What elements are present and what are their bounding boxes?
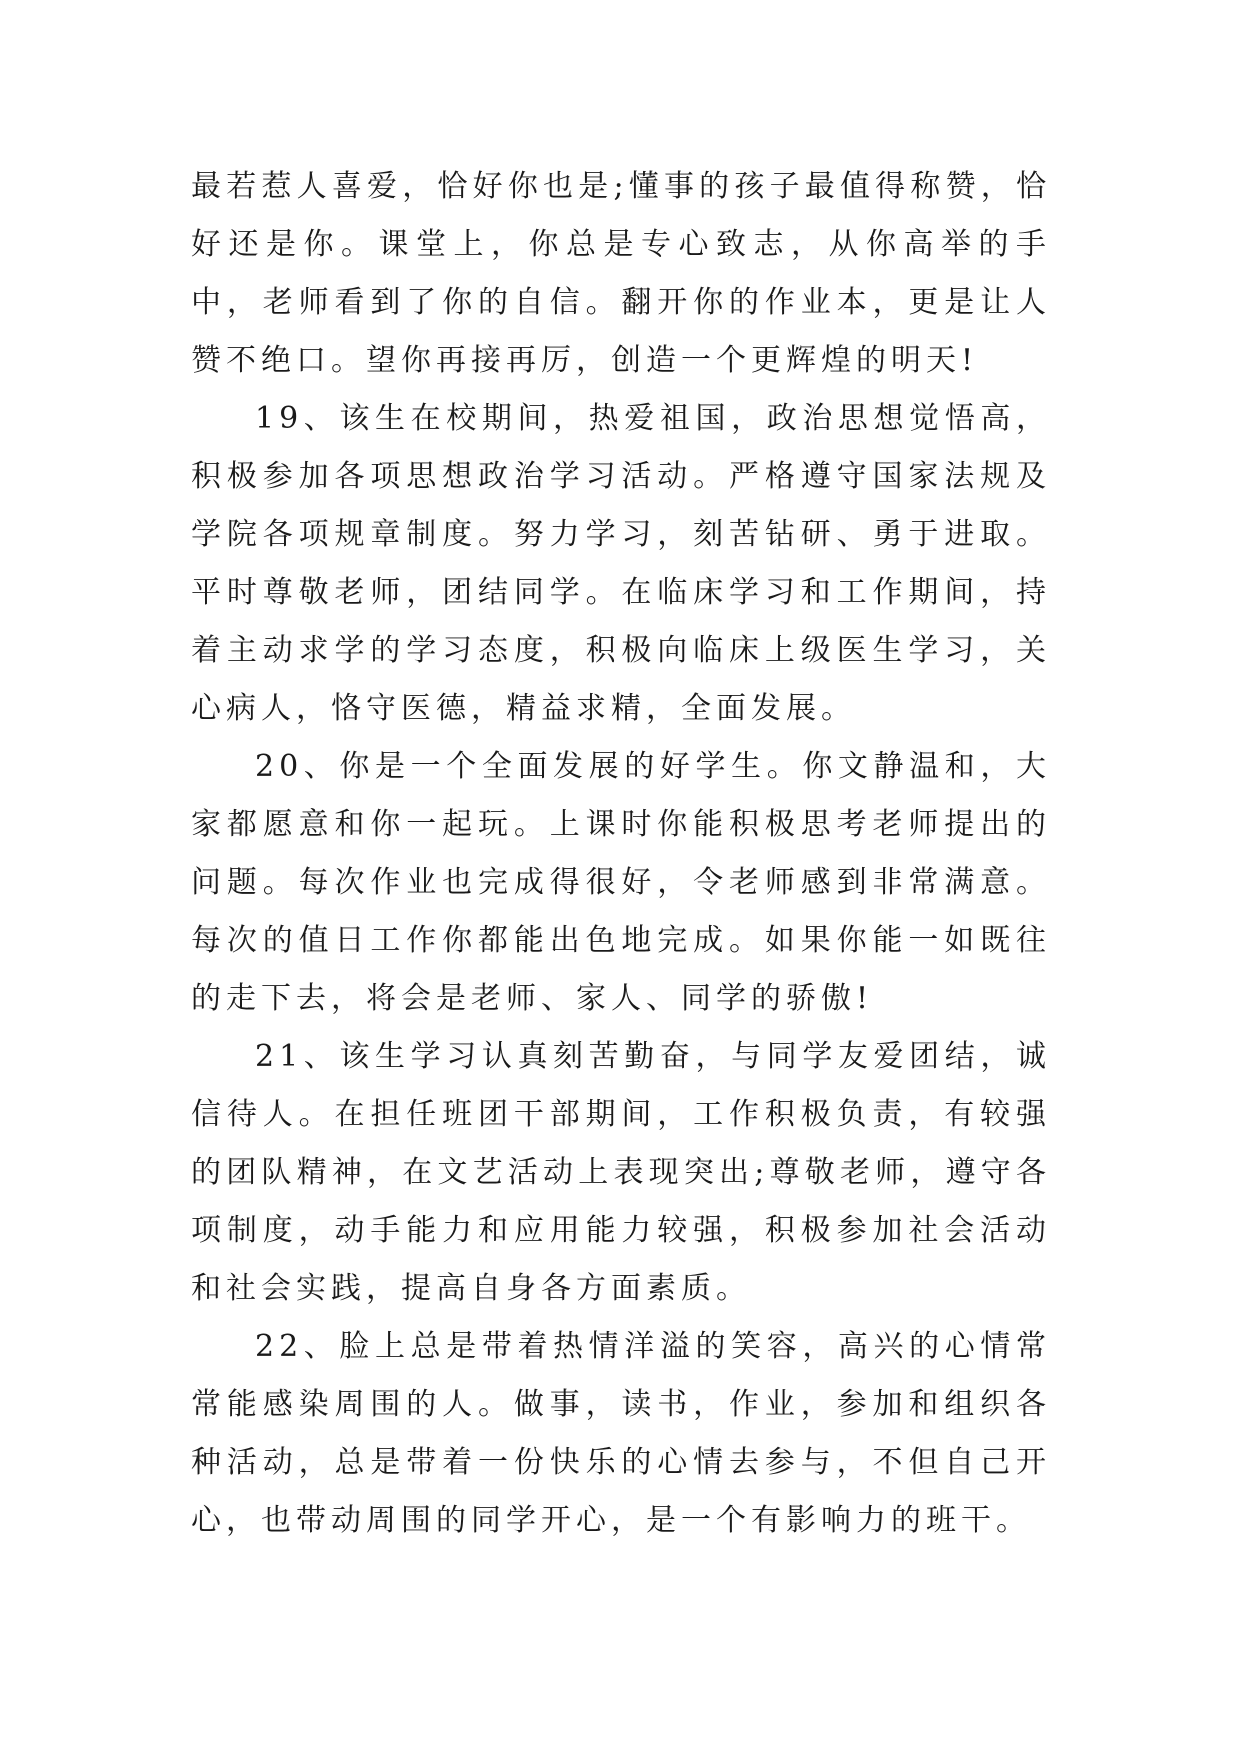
paragraph-comment-22: 22、脸上总是带着热情洋溢的笑容，高兴的心情常常能感染周围的人。做事，读书，作业，参加和组织各种活动，总是带着一份快乐的心情去参与，不但自己开心，也带动周围的同学开心，是一个有影响力的班干。 — [191, 1329, 1051, 1538]
paragraph-comment-21: 21、该生学习认真刻苦勤奋，与同学友爱团结，诚信待人。在担任班团干部期间，工作积极负责，有较强的团队精神，在文艺活动上表现突出;尊敬老师，遵守各项制度，动手能力和应用能力较强，积极参加社会活动和社会实践，提高自身各方面素质。 — [191, 1039, 1051, 1306]
paragraph-continued: 最若惹人喜爱，恰好你也是;懂事的孩子最值得称赞，恰好还是你。课堂上，你总是专心致志，从你高举的手中，老师看到了你的自信。翻开你的作业本，更是让人赞不绝口。望你再接再厉，创造一个更辉煌的明天! — [191, 169, 1051, 378]
document-body — [191, 158, 1051, 1550]
paragraph-comment-20: 20、你是一个全面发展的好学生。你文静温和，大家都愿意和你一起玩。上课时你能积极思考老师提出的问题。每次作业也完成得很好，令老师感到非常满意。每次的值日工作你都能出色地完成。如果你能一如既往的走下去，将会是老师、家人、同学的骄傲! — [191, 749, 1051, 1016]
paragraph-comment-19: 19、该生在校期间，热爱祖国，政治思想觉悟高，积极参加各项思想政治学习活动。严格遵守国家法规及学院各项规章制度。努力学习，刻苦钻研、勇于进取。平时尊敬老师，团结同学。在临床学习和工作期间，持着主动求学的学习态度，积极向临床上级医生学习，关心病人，恪守医德，精益求精，全面发展。 — [191, 401, 1051, 726]
